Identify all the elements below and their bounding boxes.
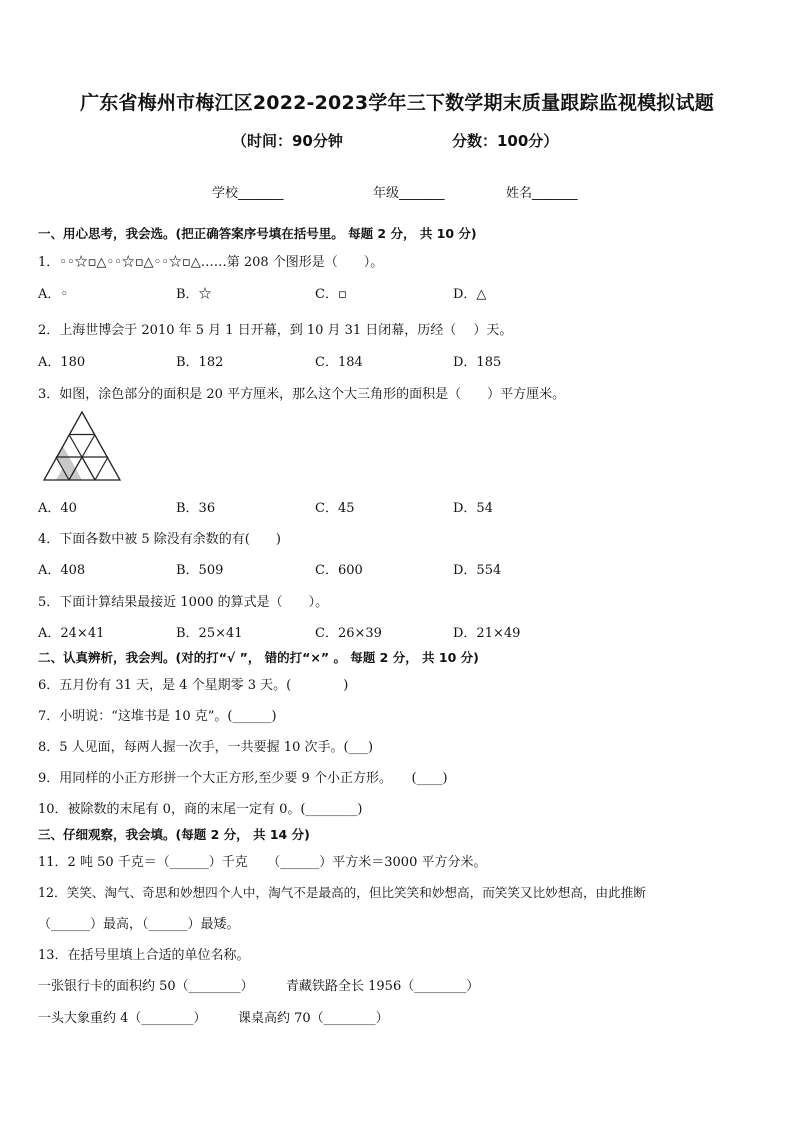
q3-option-b: B．36: [176, 501, 216, 516]
q1-option-c: C．▫: [315, 287, 347, 302]
q3-option-a: A．40: [38, 501, 77, 516]
question-13d: 课桌高约 70（________）: [238, 1011, 389, 1026]
q2-option-d: D．185: [453, 355, 502, 370]
section3-heading: 三、仔细观察，我会填。(每题 2 分， 共 14 分): [38, 827, 310, 842]
question-13a: 一张银行卡的面积约 50（________）: [38, 979, 254, 994]
question-9: 9．用同样的小正方形拼一个大正方形,至少要 9 个小正方形。 (____): [38, 771, 448, 786]
q1-option-a: A．◦: [38, 287, 69, 302]
q4-option-a: A．408: [38, 563, 86, 578]
q5-option-c: C．26×39: [315, 626, 382, 641]
q3-option-c: C．45: [315, 501, 355, 516]
question-7: 7．小明说：“这堆书是 10 克”。(______): [38, 709, 277, 724]
exam-score: 分数：100分）: [452, 132, 559, 150]
q3-option-d: D．54: [453, 501, 493, 516]
q5-option-b: B．25×41: [176, 626, 243, 641]
triangle-figure: [42, 410, 124, 482]
grid-line: [82, 457, 95, 480]
question-13: 13．在括号里填上合适的单位名称。: [38, 948, 250, 963]
question-12-line1: 12．笑笑、淘气、奇思和妙想四个人中，淘气不是最高的，但比笑笑和妙想高，而笑笑又比妙想高，由此推断: [38, 885, 646, 900]
q5-option-a: A．24×41: [38, 626, 105, 641]
q4-option-d: D．554: [453, 563, 502, 578]
grade-field: 年级_______: [373, 186, 445, 201]
question-13b: 青藏铁路全长 1956（________）: [286, 979, 480, 994]
grid-line: [95, 457, 108, 480]
section2-heading: 二、认真辨析，我会判。(对的打“√ ”， 错的打“×” 。 每题 2 分， 共 10 分): [38, 650, 479, 665]
big-triangle-outline: [44, 412, 120, 480]
question-13c: 一头大象重约 4（________）: [38, 1011, 207, 1026]
question-4: 4．下面各数中被 5 除没有余数的有( ): [38, 532, 281, 547]
question-2: 2．上海世博会于 2010 年 5 月 1 日开幕，到 10 月 31 日闭幕，历经（ ）天。: [38, 323, 513, 338]
question-11: 11．2 吨 50 千克＝（______）千克 （______）平方米＝3000 平方分米。: [38, 855, 487, 870]
q1-option-b: B．☆: [176, 287, 212, 302]
question-12-line2: （______）最高，（______）最矮。: [38, 917, 240, 932]
page-title: 广东省梅州市梅江区2022-2023学年三下数学期末质量跟踪监视模拟试题: [80, 92, 714, 114]
question-3: 3．如图，涂色部分的面积是 20 平方厘米，那么这个大三角形的面积是（ ）平方厘米。: [38, 387, 566, 402]
exam-time: （时间：90分钟: [232, 132, 343, 150]
q1-option-d: D．△: [453, 287, 487, 302]
q2-option-b: B．182: [176, 355, 224, 370]
q2-option-c: C．184: [315, 355, 363, 370]
question-5: 5．下面计算结果最接近 1000 的算式是（ ）。: [38, 595, 329, 610]
q5-option-d: D．21×49: [453, 626, 521, 641]
name-field: 姓名_______: [506, 186, 578, 201]
question-8: 8．5 人见面，每两人握一次手，一共要握 10 次手。(___): [38, 740, 374, 755]
question-10: 10．被除数的末尾有 0，商的末尾一定有 0。(________): [38, 802, 363, 817]
school-field: 学校_______: [212, 186, 284, 201]
section1-heading: 一、用心思考，我会选。(把正确答案序号填在括号里。 每题 2 分， 共 10 分): [38, 226, 477, 241]
question-1: 1．◦◦☆▫△◦◦☆▫△◦◦☆▫△……第 208 个图形是（ ）。: [38, 255, 384, 270]
question-6: 6．五月份有 31 天，是 4 个星期零 3 天。( ): [38, 678, 349, 693]
q2-option-a: A．180: [38, 355, 86, 370]
q4-option-c: C．600: [315, 563, 363, 578]
q4-option-b: B．509: [176, 563, 224, 578]
